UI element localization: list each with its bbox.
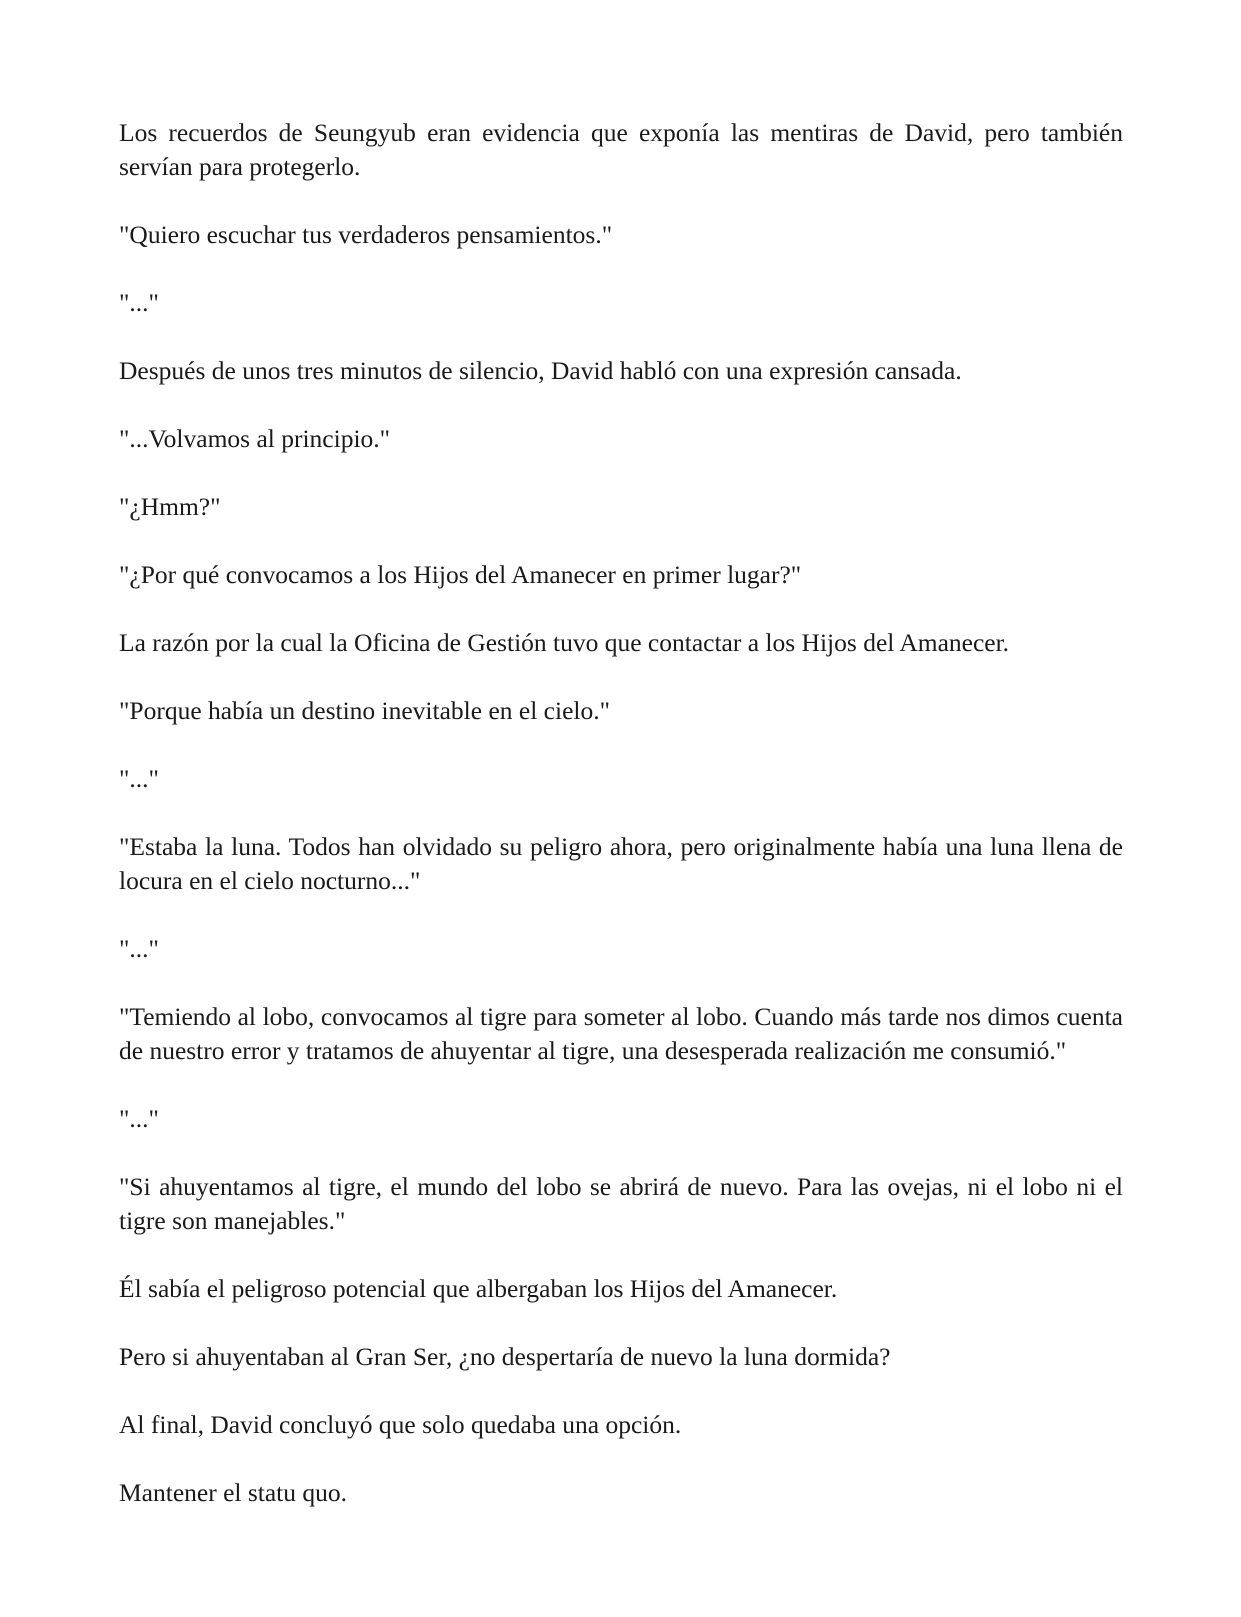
paragraph: Él sabía el peligroso potencial que albergaban los Hijos del Amanecer.	[119, 1274, 838, 1303]
paragraph: "Temiendo al lobo, convocamos al tigre para someter al lobo. Cuando más tarde nos dimos cuenta de nuestro error y tratamos de ahuyentar al tigre, una desesperada realización me consumió."	[119, 1002, 1123, 1065]
paragraph: Mantener el statu quo.	[119, 1478, 348, 1507]
paragraph: "Estaba la luna. Todos han olvidado su peligro ahora, pero originalmente había una luna llena de locura en el cielo nocturno..."	[119, 832, 1123, 895]
paragraph: La razón por la cual la Oficina de Gestión tuvo que contactar a los Hijos del Amanecer.	[119, 628, 1010, 657]
paragraph: Pero si ahuyentaban al Gran Ser, ¿no despertaría de nuevo la luna dormida?	[119, 1342, 891, 1371]
paragraph: "..."	[119, 934, 159, 963]
paragraph: Después de unos tres minutos de silencio, David habló con una expresión cansada.	[119, 356, 962, 385]
paragraph: "Quiero escuchar tus verdaderos pensamientos."	[119, 220, 613, 249]
paragraph: Al final, David concluyó que solo quedaba una opción.	[119, 1410, 682, 1439]
paragraph: "¿Por qué convocamos a los Hijos del Amanecer en primer lugar?"	[119, 560, 802, 589]
paragraph: Los recuerdos de Seungyub eran evidencia que exponía las mentiras de David, pero también servían para protegerlo.	[119, 118, 1123, 181]
paragraph: "...Volvamos al principio."	[119, 424, 391, 453]
paragraph: "¿Hmm?"	[119, 492, 221, 521]
paragraph: "Si ahuyentamos al tigre, el mundo del lobo se abrirá de nuevo. Para las ovejas, ni el lobo ni el tigre son manejables."	[119, 1172, 1123, 1235]
paragraph: "..."	[119, 764, 159, 793]
paragraph: "..."	[119, 288, 159, 317]
paragraph: "Porque había un destino inevitable en el cielo."	[119, 696, 611, 725]
document-body	[119, 116, 1123, 1544]
paragraph: "..."	[119, 1104, 159, 1133]
